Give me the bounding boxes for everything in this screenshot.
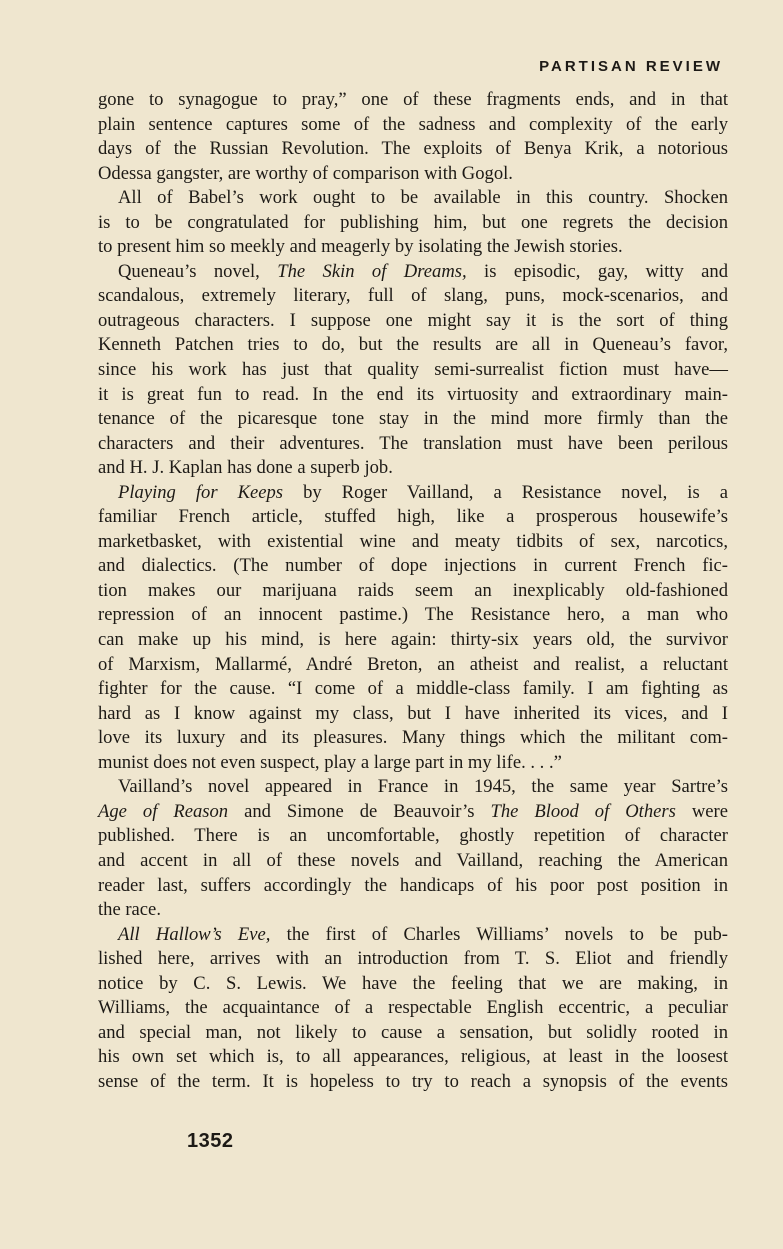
text-line: and dialectics. (The number of dope injections in current French fic- — [98, 555, 728, 577]
text-line: fighter for the cause. “I come of a middle-class family. I am fighting as — [98, 678, 728, 700]
text-line: munist does not even suspect, play a large part in my life. . . .” — [98, 751, 562, 773]
text-line: Kenneth Patchen tries to do, but the results are all in Queneau’s favor, — [98, 334, 728, 356]
text-line — [98, 481, 728, 506]
text-line: can make up his mind, is here again: thirty-six years old, the survivor — [98, 629, 728, 651]
text-line: and accent in all of these novels and Vailland, reaching the American — [98, 849, 728, 871]
text-line — [98, 800, 728, 825]
text-line: outrageous characters. I suppose one might say it is the sort of thing — [98, 309, 728, 331]
text-line: notice by C. S. Lewis. We have the feeling that we are making, in — [98, 972, 728, 994]
text-line: Vailland’s novel appeared in France in 1945, the same year Sartre’s — [118, 776, 728, 798]
italic-title: Age of Reason — [98, 800, 229, 822]
text-line — [98, 923, 728, 948]
text-line: marketbasket, with existential wine and meaty tidbits of sex, narcotics, — [98, 530, 728, 552]
body-text — [98, 88, 728, 1094]
text-line: reader last, suffers accordingly the handicaps of his poor post position in — [98, 874, 728, 896]
text-line: lished here, arrives with an introduction from T. S. Eliot and friendly — [98, 948, 728, 970]
text-line: to present him so meekly and meagerly by isolating the Jewish stories. — [98, 236, 623, 258]
text-line: and H. J. Kaplan has done a superb job. — [98, 457, 393, 479]
text-run: and Simone de Beauvoir’s — [228, 800, 491, 822]
text-line: All of Babel’s work ought to be available in this country. Shocken — [118, 187, 728, 209]
text-line: is to be congratulated for publishing him, but one regrets the decision — [98, 211, 728, 233]
italic-title: Playing for Keeps — [118, 481, 284, 503]
page-number: 1352 — [187, 1130, 234, 1152]
text-line: it is great fun to read. In the end its virtuosity and extraordinary main- — [98, 383, 728, 405]
text-line: tenance of the picaresque tone stay in the mind more firmly than the — [98, 408, 728, 430]
text-run: were — [675, 800, 728, 822]
text-line — [98, 260, 728, 285]
text-line: Williams, the acquaintance of a respectable English eccentric, a peculiar — [98, 997, 728, 1019]
text-line: of Marxism, Mallarmé, André Breton, an atheist and realist, a reluctant — [98, 653, 728, 675]
text-line: hard as I know against my class, but I have inherited its vices, and I — [98, 702, 728, 724]
italic-title: The Blood of Others — [490, 800, 676, 822]
text-line: tion makes our marijuana raids seem an inexplicably old-fashioned — [98, 579, 728, 601]
text-line: Odessa gangster, are worthy of comparison with Gogol. — [98, 162, 513, 184]
text-line: characters and their adventures. The translation must have been perilous — [98, 432, 728, 454]
text-run: by Roger Vailland, a Resistance novel, is a — [283, 481, 728, 503]
text-line: repression of an innocent pastime.) The Resistance hero, a man who — [98, 604, 728, 626]
italic-title: The Skin of Dreams, — [277, 260, 467, 282]
text-line: his own set which is, to all appearances, religious, at least in the loosest — [98, 1046, 728, 1068]
text-line: plain sentence captures some of the sadness and complexity of the early — [98, 113, 728, 135]
text-run: the first of Charles Williams’ novels to be pub- — [270, 923, 728, 945]
text-line: sense of the term. It is hopeless to try to reach a synopsis of the events — [98, 1070, 728, 1092]
text-line: and special man, not likely to cause a sensation, but solidly rooted in — [98, 1021, 728, 1043]
text-line: published. There is an uncomfortable, ghostly repetition of character — [98, 825, 728, 847]
text-run: Queneau’s novel, — [118, 260, 278, 282]
text-line: days of the Russian Revolution. The exploits of Benya Krik, a notorious — [98, 138, 728, 160]
text-line: gone to synagogue to pray,” one of these fragments ends, and in that — [98, 89, 728, 110]
text-line: love its luxury and its pleasures. Many things which the militant com- — [98, 727, 728, 749]
text-line: familiar French article, stuffed high, like a prosperous housewife’s — [98, 506, 728, 528]
text-line: scandalous, extremely literary, full of slang, puns, mock-scenarios, and — [98, 285, 728, 307]
text-line: since his work has just that quality semi-surrealist fiction must have— — [98, 359, 728, 381]
running-head: PARTISAN REVIEW — [539, 58, 723, 75]
text-run: is episodic, gay, witty and — [466, 260, 728, 282]
text-line: the race. — [98, 899, 161, 921]
italic-title: All Hallow’s Eve, — [118, 923, 271, 945]
